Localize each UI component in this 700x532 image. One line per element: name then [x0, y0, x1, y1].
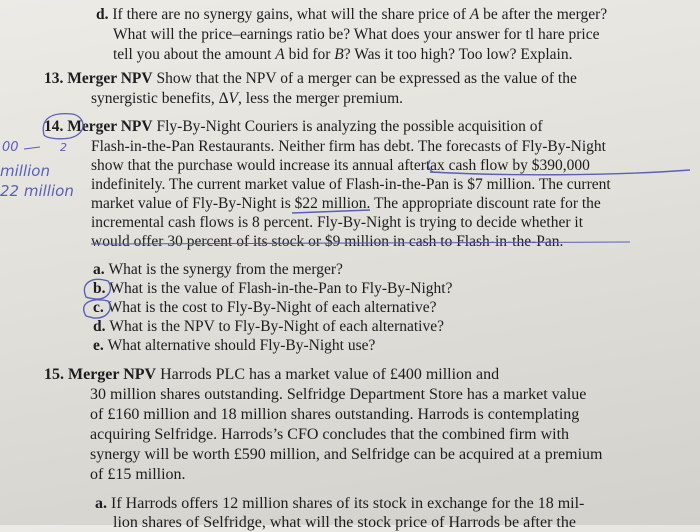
- text-span: If there are no synergy gains, what will the share price of: [112, 6, 470, 23]
- text-span: lion shares of Selfridge, what will the stock price of Harrods be after the: [113, 514, 576, 531]
- hand-tick-00: [24, 147, 40, 149]
- text-span: What will the price–earnings ratio be? What does your answer for tl hare price: [113, 26, 600, 43]
- text-span: What alternative should Fly-By-Night use?: [107, 337, 376, 354]
- text-span: indefinitely. The current market value of Flash-in-the-Pan is $7 million. The current: [91, 176, 611, 193]
- strike-30-percent: [91, 242, 630, 244]
- text-span: synergistic benefits, Δ: [91, 90, 229, 107]
- handwritten-note-h4: 22 million: [0, 182, 74, 200]
- text-span: Harrods PLC has a market value of £400 million and: [156, 366, 500, 383]
- text-span: synergy will be worth £590 million, and Selfridge can be acquired at a premium: [90, 446, 603, 463]
- text-span: a.: [93, 261, 109, 278]
- text-span: Show that the NPV of a merger can be expressed as the value of the: [152, 70, 577, 87]
- underline-22-million: [292, 210, 370, 213]
- text-span: b.: [93, 280, 110, 297]
- text-span: bid for: [284, 46, 335, 63]
- text-span: c.: [93, 299, 108, 316]
- text-span: a.: [95, 495, 111, 512]
- text-span: 15. Merger NPV: [44, 366, 157, 383]
- text-span: What is the synergy from the merger?: [108, 261, 343, 278]
- text-span: show that the purchase would increase its annual aftertax cash flow by $390,000: [91, 157, 590, 174]
- text-span: be after the merger?: [479, 6, 608, 23]
- text-span: 30 million shares outstanding. Selfridge Department Store has a market value: [90, 386, 587, 403]
- text-span: Flash-in-the-Pan Restaurants. Neither firm has debt. The forecasts of Fly-By-Night: [91, 138, 606, 155]
- text-span: acquiring Selfridge. Harrods’s CFO concludes that the combined firm with: [90, 426, 570, 443]
- text-span: of £160 million and 18 million shares outstanding. Harrods is contemplating: [90, 406, 580, 423]
- text-span: of £15 million.: [90, 466, 186, 483]
- text-span: If Harrods offers 12 million shares of its stock in exchange for the 18 mil-: [111, 495, 585, 512]
- handwritten-note-h3: million: [0, 162, 50, 180]
- text-span: market value of Fly-By-Night is $22 million. The appropriate discount rate for the: [91, 195, 601, 212]
- text-span: e.: [93, 337, 108, 354]
- text-span: would offer 30 percent of its stock or $9 million in cash to Flash-in-the-Pan.: [91, 233, 564, 250]
- text-span: V: [228, 90, 239, 107]
- circle-c: [84, 300, 110, 318]
- text-span: What is the cost to Fly-By-Night of each alternative?: [107, 299, 437, 316]
- bracket-390000: [428, 160, 440, 172]
- text-span: tell you about the amount: [113, 46, 276, 63]
- circle-b: [84, 279, 110, 299]
- text-span: 14. Merger NPV: [44, 118, 153, 135]
- text-span: d.: [93, 318, 110, 335]
- circle-around-14: [43, 114, 83, 139]
- text-span: What is the value of Flash-in-the-Pan to Fly-By-Night?: [109, 280, 453, 297]
- text-span: , less the merger premium.: [238, 90, 404, 107]
- text-span: A: [275, 46, 285, 63]
- text-span: d.: [96, 6, 113, 23]
- text-span: incremental cash flows is 8 percent. Fly-By-Night is trying to decide whether it: [91, 214, 584, 231]
- text-span: ? Was it too high? Too low? Explain.: [343, 46, 573, 63]
- text-span: 13. Merger NPV: [44, 70, 153, 87]
- underline-390000: [430, 170, 690, 175]
- text-span: What is the NPV to Fly-By-Night of each alternative?: [109, 318, 444, 335]
- text-span: B: [334, 46, 344, 63]
- text-span: A: [469, 6, 480, 23]
- handwritten-note-h1: 00: [2, 140, 19, 155]
- text-span: Fly-By-Night Couriers is analyzing the possible acquisition of: [152, 118, 543, 135]
- handwritten-note-h2: 2: [60, 141, 67, 154]
